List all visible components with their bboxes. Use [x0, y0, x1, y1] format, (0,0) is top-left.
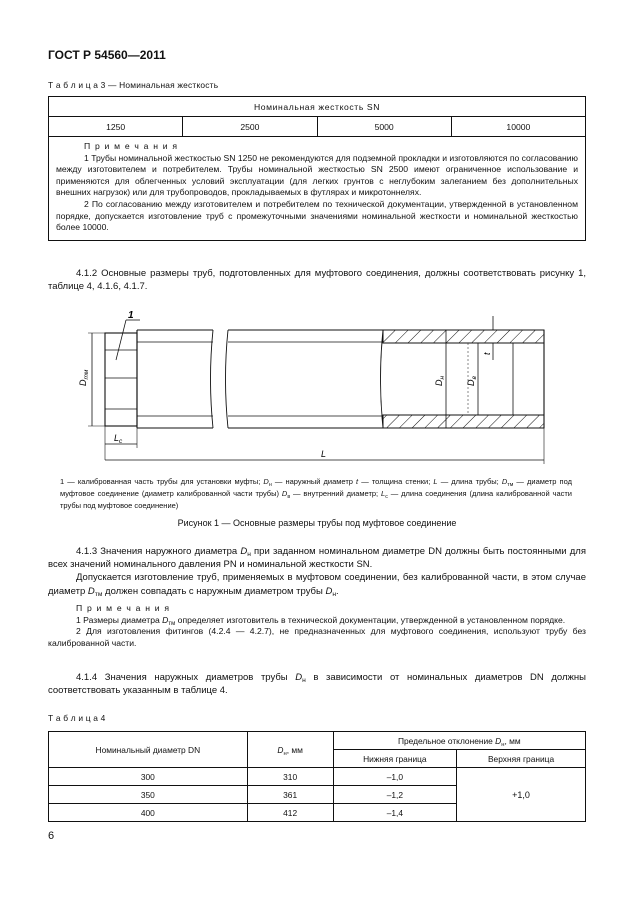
- table3-caption: Т а б л и ц а 3 — Номинальная жесткость: [48, 80, 219, 90]
- table3-note-1: 1 Трубы номинальной жесткостью SN 1250 не рекомендуются для подземной прокладки и изготовляются по согласованию между изготовителем и потребителем. Трубы номинальной жесткостью SN 2500 имеют ограниченное использование и применяются для облегченных условий эксплуатации (для легких грунтов с неглубоким залеганием без дополнительных внешних нагрузок) или для трубопроводов, прокладываемых в футлярах и микротоннелях.: [56, 152, 578, 198]
- table4-cell: 300: [49, 768, 248, 786]
- figure-1-drawing: [48, 308, 586, 470]
- pipe-wall-section-bottom: [383, 415, 544, 428]
- table4-col-upper: Верхняя граница: [457, 750, 586, 768]
- notes-block: П р и м е ч а н и я 1 Размеры диаметра $D_{тм}$ определяет изготовитель в технической документации, утвержденной в установленном порядке. 2 Для изготовления фитингов (4.2.4 — 4.2.7), не предназначенных для муфтового соединения, используют трубу без калиброванной части.: [48, 603, 586, 648]
- svg-text:Dн: $D_н$: [434, 375, 446, 386]
- table4-col-d: $D_н$, мм: [247, 732, 333, 768]
- table3-cell: 2500: [183, 117, 317, 137]
- page-number: 6: [48, 830, 55, 842]
- table4-cell: 400: [49, 804, 248, 822]
- table3-notes-title: П р и м е ч а н и я: [84, 141, 179, 151]
- pipe-body-left: [137, 330, 213, 428]
- calibrated-part: [105, 333, 137, 426]
- table4-cell: 361: [247, 786, 333, 804]
- table4-upper-value: +1,0: [457, 768, 586, 822]
- table3-cell: 5000: [317, 117, 451, 137]
- table3-note-2: 2 По согласованию между изготовителем и потребителем по технической документации, утвержденной в установленном порядке, допускается изготовление труб с промежуточными значениями номинальной жесткости и номинальной жесткостью более 10000.: [56, 198, 578, 233]
- table4-caption: Т а б л и ц а 4: [48, 713, 106, 723]
- table4-cell: 310: [247, 768, 333, 786]
- table4-col-dn: Номинальный диаметр DN: [49, 732, 248, 768]
- table3: [48, 96, 586, 241]
- svg-text:Lc: $L_c$: [114, 433, 123, 445]
- paragraph-4-1-3: 4.1.3 Значения наружного диаметра $D_н$ при заданном номинальном диаметре DN должны быть постоянными для всех значений номинального давления PN и номинальной жесткости SN. Допускается изготовление труб, применяемых в муфтовом соединении, без калиброванной части, в этом случае диаметр $D_{тм}$ должен совпадать с наружным диаметром трубы $D_н$.: [48, 546, 586, 598]
- callout-1: 1: [128, 310, 134, 321]
- figure-1-caption: Рисунок 1 — Основные размеры трубы под муфтовое соединение: [177, 518, 457, 528]
- table4-col-lower: Нижняя граница: [333, 750, 457, 768]
- svg-text:Dв: $D_в$: [466, 376, 478, 386]
- svg-text:t: t: [482, 352, 492, 355]
- svg-text:Dтм: $D_{тм}$: [78, 369, 90, 386]
- figure-1-legend: 1 — калиброванная часть трубы для установки муфты; $D_н$ — наружный диаметр t — толщина стенки; L — длина трубы; $D_{тм}$ — диаметр под муфтовое соединение (диаметр калиброванной части трубы) $D_в$ — внутренний диаметр; $L_c$ — длина соединения (длина калиброванной части трубы под муфтовое соединение): [60, 477, 572, 510]
- table3-cell: 1250: [49, 117, 183, 137]
- paragraph-4-1-4: 4.1.4 Значения наружных диаметров трубы $D_н$ в зависимости от номинальных диаметров DN должны соответствовать указанным в таблице 4.: [48, 672, 586, 697]
- table3-header: Номинальная жесткость SN: [49, 97, 586, 117]
- pipe-body-middle: [228, 330, 383, 428]
- table4-col-deviation: Предельное отклонение $D_н$, мм: [333, 732, 585, 750]
- paragraph-4-1-2: 4.1.2 Основные размеры труб, подготовленных для муфтового соединения, должны соответствовать рисунку 1, таблице 4, 4.1.6, 4.1.7.: [48, 268, 586, 293]
- table3-cell: 10000: [451, 117, 585, 137]
- table4-cell: 350: [49, 786, 248, 804]
- pipe-wall-section-top: [383, 330, 544, 343]
- table4-cell: –1,4: [333, 804, 457, 822]
- table4-cell: 412: [247, 804, 333, 822]
- table4-cell: –1,0: [333, 768, 457, 786]
- table3-notes: [49, 137, 586, 241]
- table4: [48, 731, 586, 822]
- document-header: ГОСТ Р 54560—2011: [48, 48, 166, 62]
- svg-text:L: L: [321, 449, 327, 459]
- table4-cell: –1,2: [333, 786, 457, 804]
